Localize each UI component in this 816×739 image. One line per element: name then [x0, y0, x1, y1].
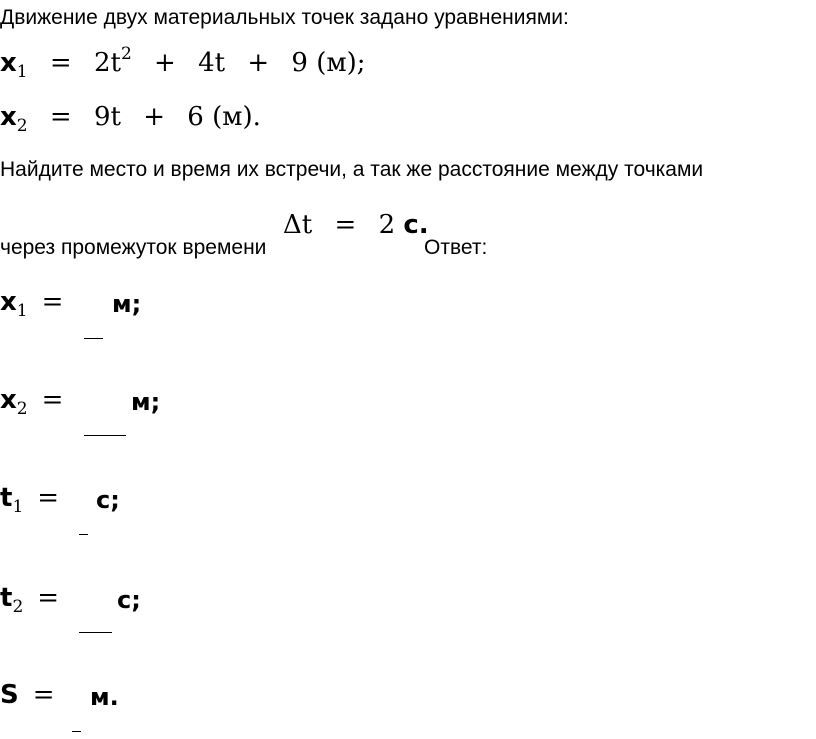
- delta-t-equals: =: [334, 210, 357, 240]
- answer-x1-var: x: [0, 287, 17, 317]
- equation-x2: [0, 102, 261, 136]
- eq2-equals: =: [49, 102, 72, 132]
- answer-s-var: S: [0, 680, 19, 710]
- eq1-term2: 4t: [198, 48, 226, 78]
- eq1-equals: =: [49, 48, 72, 78]
- delta-t-value: 2: [378, 210, 396, 240]
- equation-x1: [0, 44, 366, 82]
- answer-x1-sub: 1: [16, 301, 28, 321]
- answer-t1-blank[interactable]: [79, 534, 88, 535]
- answer-x1-blank[interactable]: [84, 338, 103, 339]
- answer-t1-unit: с;: [96, 486, 120, 514]
- answer-x1-equals: =: [41, 287, 64, 317]
- eq2-unit: (м).: [212, 102, 261, 132]
- answer-label: Ответ:: [424, 236, 488, 259]
- answer-t1-label: [0, 483, 73, 517]
- answer-t2-var: t: [0, 583, 13, 613]
- eq1-var: x: [0, 48, 17, 78]
- delta-t-unit: с.: [403, 210, 429, 240]
- answer-s-blank[interactable]: [72, 731, 81, 732]
- answer-s-unit: м.: [90, 683, 119, 711]
- eq1-term3: 9: [291, 48, 308, 78]
- eq1-term1: 2t: [93, 48, 121, 78]
- answer-x2-unit: м;: [131, 388, 161, 416]
- eq2-sub: 2: [16, 116, 28, 136]
- answer-t1-var: t: [0, 483, 13, 513]
- eq1-unit: (м);: [316, 48, 366, 78]
- answer-x2-sub: 2: [16, 399, 28, 419]
- answer-t2-sub: 2: [12, 597, 24, 617]
- delta-t-symbol: Δt: [283, 210, 313, 240]
- eq1-plus2: +: [247, 48, 270, 78]
- answer-t2-unit: с;: [117, 586, 141, 614]
- eq2-var: x: [0, 102, 17, 132]
- answer-t1-sub: 1: [12, 497, 24, 517]
- eq2-term2: 6: [187, 102, 204, 132]
- answer-x2-equals: =: [41, 385, 64, 415]
- through-text: через промежуток времени: [0, 236, 267, 259]
- eq1-power: 2: [120, 44, 132, 64]
- answer-t2-equals: =: [37, 583, 60, 613]
- answer-x1-label: [0, 287, 77, 321]
- answer-x1-unit: м;: [112, 290, 142, 318]
- eq2-plus: +: [143, 102, 165, 132]
- answer-x2-label: [0, 385, 77, 419]
- answer-t1-equals: =: [37, 483, 60, 513]
- answer-s-label: [0, 680, 69, 710]
- intro-text: Движение двух материальных точек задано уравнениями:: [0, 6, 569, 29]
- answer-t2-label: [0, 583, 73, 617]
- answer-x2-var: x: [0, 385, 17, 415]
- answer-s-equals: =: [32, 680, 55, 710]
- answer-x2-blank[interactable]: [84, 435, 126, 436]
- eq1-sub: 1: [16, 62, 28, 82]
- answer-t2-blank[interactable]: [79, 632, 112, 633]
- question-text: Найдите место и время их встречи, а так же расстояние между точками: [0, 158, 704, 181]
- eq2-term1: 9t: [93, 102, 121, 132]
- eq1-plus1: +: [154, 48, 176, 78]
- delta-t-expression: [283, 210, 429, 240]
